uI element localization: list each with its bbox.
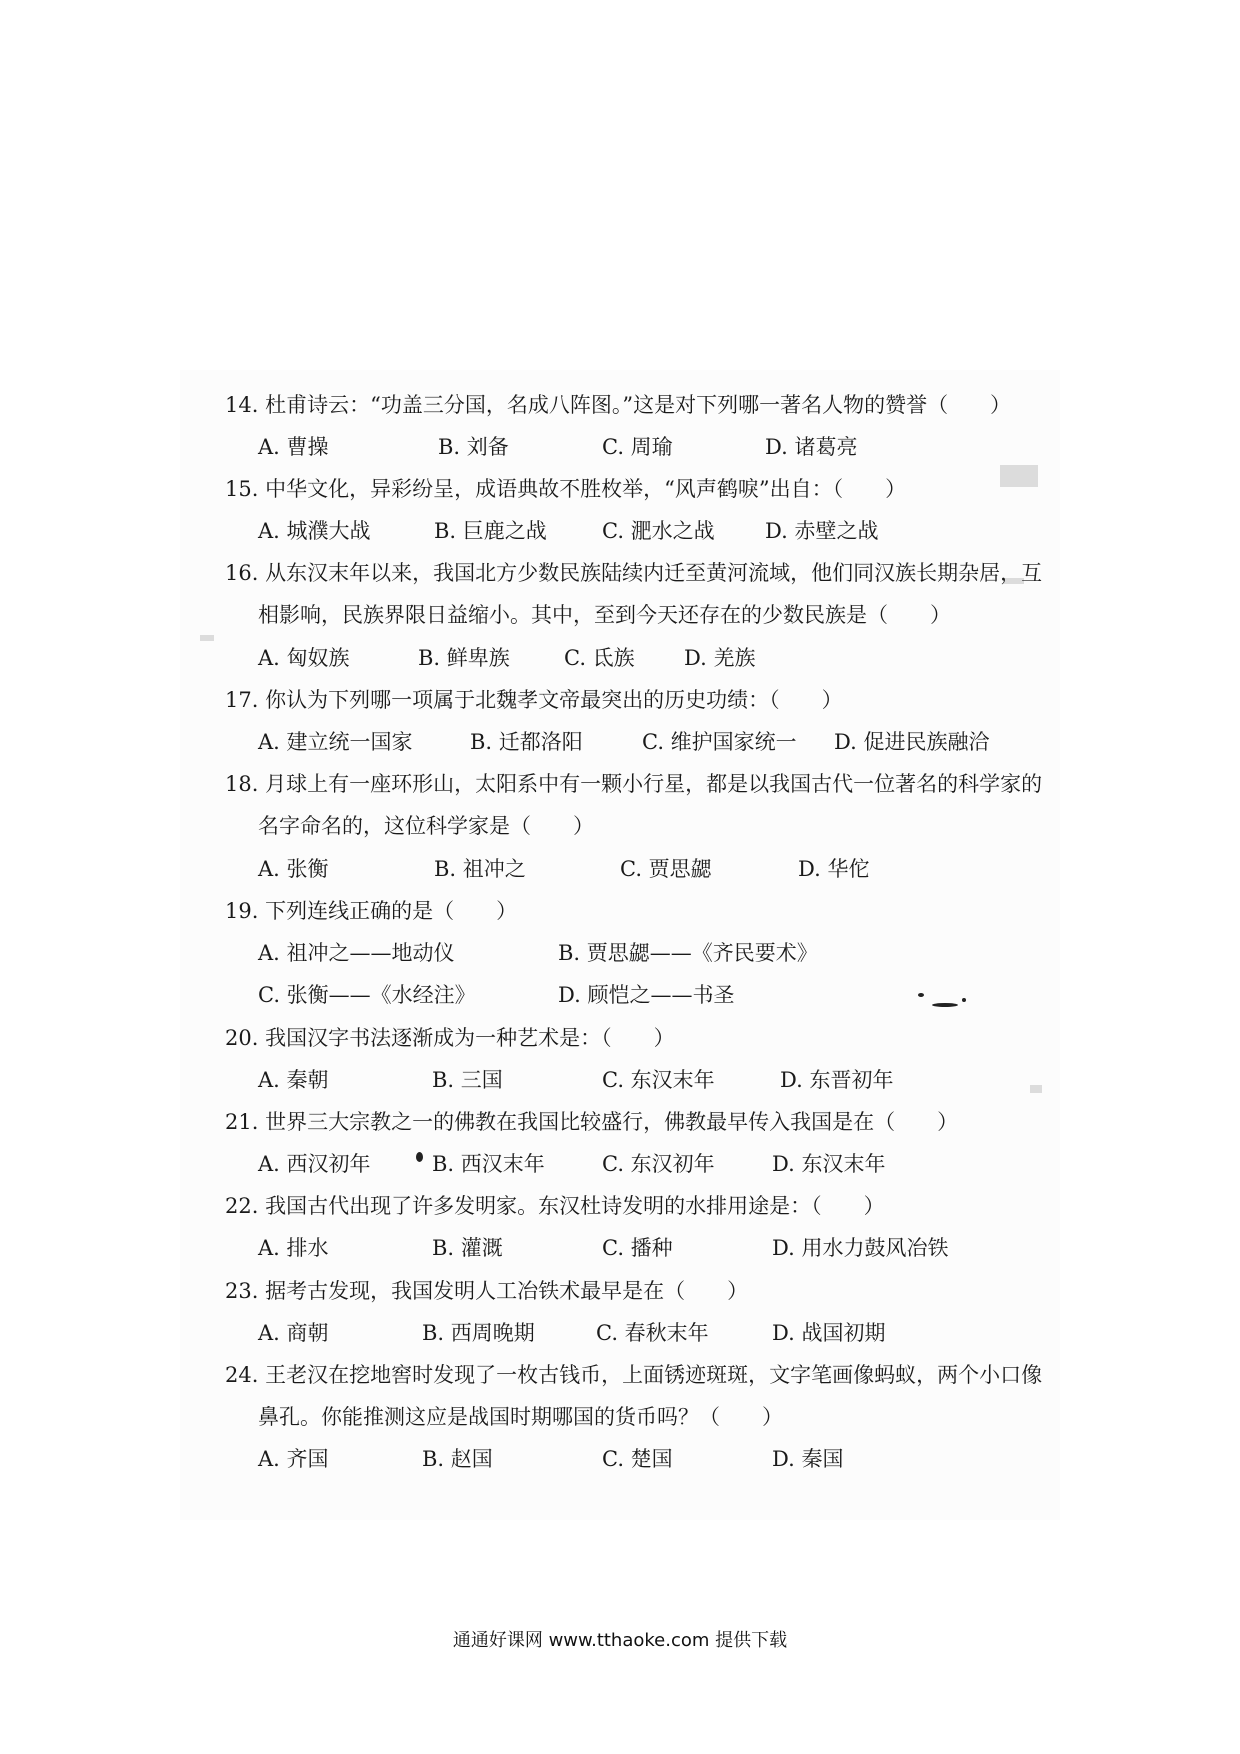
- option-b: B. 贾思勰——《齐民要术》: [558, 941, 818, 965]
- question-number: 16.: [225, 561, 259, 585]
- option-a: A. 商朝: [258, 1321, 329, 1345]
- question-number: 20.: [225, 1026, 259, 1050]
- options-23: [258, 1318, 1018, 1348]
- option-c: C. 贾思勰: [620, 857, 712, 881]
- option-d: D. 用水力鼓风冶铁: [772, 1236, 949, 1260]
- question-16: [225, 558, 1042, 588]
- option-c: C. 春秋末年: [596, 1321, 709, 1345]
- question-14: [225, 390, 1011, 420]
- option-c: C. 东汉初年: [602, 1152, 715, 1176]
- options-19-row2: [258, 980, 1018, 1010]
- option-c: C. 维护国家统一: [642, 730, 797, 754]
- options-14: [258, 432, 1018, 462]
- question-text: 你认为下列哪一项属于北魏孝文帝最突出的历史功绩：（ ）: [265, 688, 843, 712]
- option-c: C. 氐族: [564, 646, 635, 670]
- option-d: D. 促进民族融洽: [834, 730, 990, 754]
- question-number: 24.: [225, 1363, 259, 1387]
- question-text: 杜甫诗云：“功盖三分国，名成八阵图。”这是对下列哪一著名人物的赞誉（ ）: [265, 393, 1012, 417]
- option-a: A. 秦朝: [258, 1068, 329, 1092]
- question-number: 18.: [225, 772, 259, 796]
- question-continuation: 相影响，民族界限日益缩小。其中，至到今天还存在的少数民族是（ ）: [258, 603, 951, 627]
- question-text: 从东汉末年以来，我国北方少数民族陆续内迁至黄河流域，他们同汉族长期杂居，互: [265, 561, 1043, 585]
- question-number: 23.: [225, 1279, 259, 1303]
- option-c: C. 淝水之战: [602, 519, 715, 543]
- option-a: A. 匈奴族: [258, 646, 350, 670]
- question-text: 王老汉在挖地窖时发现了一枚古钱币，上面锈迹斑斑，文字笔画像蚂蚁，两个小口像: [265, 1363, 1043, 1387]
- option-b: B. 西周晚期: [422, 1321, 535, 1345]
- option-d: D. 华佗: [798, 857, 870, 881]
- option-c: C. 楚国: [602, 1447, 673, 1471]
- option-d: D. 诸葛亮: [765, 435, 858, 459]
- question-text: 中华文化，异彩纷呈，成语典故不胜枚举，“风声鹤唳”出自：（ ）: [265, 477, 907, 501]
- options-22: [258, 1233, 1018, 1263]
- scan-smudge: [1000, 465, 1038, 487]
- option-b: B. 迁都洛阳: [470, 730, 583, 754]
- option-d: D. 秦国: [772, 1447, 844, 1471]
- option-a: A. 建立统一国家: [258, 730, 413, 754]
- option-a: A. 齐国: [258, 1447, 329, 1471]
- option-b: B. 巨鹿之战: [434, 519, 547, 543]
- question-number: 14.: [225, 393, 259, 417]
- option-a: A. 张衡: [258, 857, 329, 881]
- option-b: B. 三国: [432, 1068, 503, 1092]
- question-19: [225, 896, 517, 926]
- question-continuation: 名字命名的，这位科学家是（ ）: [258, 814, 594, 838]
- question-number: 19.: [225, 899, 259, 923]
- option-a: A. 祖冲之——地动仪: [258, 941, 455, 965]
- options-15: [258, 516, 1018, 546]
- question-number: 21.: [225, 1110, 259, 1134]
- option-d: D. 赤壁之战: [765, 519, 879, 543]
- option-a: A. 排水: [258, 1236, 329, 1260]
- option-c: C. 周瑜: [602, 435, 673, 459]
- options-16: [258, 643, 1018, 673]
- question-text: 据考古发现，我国发明人工冶铁术最早是在（ ）: [265, 1279, 749, 1303]
- options-17: [258, 727, 1018, 757]
- question-text: 下列连线正确的是（ ）: [265, 899, 518, 923]
- question-21: [225, 1107, 958, 1137]
- question-17: [225, 685, 843, 715]
- option-d: D. 顾恺之——书圣: [558, 983, 735, 1007]
- option-b: B. 灌溉: [432, 1236, 503, 1260]
- question-22: [225, 1191, 885, 1221]
- question-23: [225, 1276, 748, 1306]
- options-19-row1: [258, 938, 1018, 968]
- option-d: D. 东汉末年: [772, 1152, 886, 1176]
- question-20: [225, 1023, 675, 1053]
- option-d: D. 东晋初年: [780, 1068, 894, 1092]
- options-24: [258, 1444, 1018, 1474]
- question-24: [225, 1360, 1042, 1390]
- scan-smudge: [200, 635, 214, 641]
- question-number: 15.: [225, 477, 259, 501]
- question-15: [225, 474, 906, 504]
- option-b: B. 祖冲之: [434, 857, 526, 881]
- option-b: B. 西汉末年: [432, 1152, 545, 1176]
- question-number: 17.: [225, 688, 259, 712]
- option-a: A. 西汉初年: [258, 1152, 371, 1176]
- option-b: B. 刘备: [438, 435, 509, 459]
- question-continuation: 鼻孔。你能推测这应是战国时期哪国的货币吗？（ ）: [258, 1405, 783, 1429]
- options-18: [258, 854, 1018, 884]
- options-21: [258, 1149, 1018, 1179]
- option-b: B. 赵国: [422, 1447, 493, 1471]
- question-text: 月球上有一座环形山，太阳系中有一颗小行星，都是以我国古代一位著名的科学家的: [265, 772, 1043, 796]
- question-text: 世界三大宗教之一的佛教在我国比较盛行，佛教最早传入我国是在（ ）: [265, 1110, 959, 1134]
- options-20: [258, 1065, 1018, 1095]
- footer-source: 通通好课网 www.tthaoke.com 提供下载: [452, 1630, 788, 1651]
- option-c: C. 播种: [602, 1236, 673, 1260]
- scan-smudge: [1030, 1085, 1042, 1093]
- option-b: B. 鲜卑族: [418, 646, 510, 670]
- option-a: A. 曹操: [258, 435, 329, 459]
- question-text: 我国古代出现了许多发明家。东汉杜诗发明的水排用途是：（ ）: [265, 1194, 885, 1218]
- question-number: 22.: [225, 1194, 259, 1218]
- option-d: D. 战国初期: [772, 1321, 886, 1345]
- option-c: C. 张衡——《水经注》: [258, 983, 476, 1007]
- option-c: C. 东汉末年: [602, 1068, 715, 1092]
- option-d: D. 羌族: [684, 646, 756, 670]
- question-18: [225, 769, 1042, 799]
- question-text: 我国汉字书法逐渐成为一种艺术是：（ ）: [265, 1026, 675, 1050]
- option-a: A. 城濮大战: [258, 519, 371, 543]
